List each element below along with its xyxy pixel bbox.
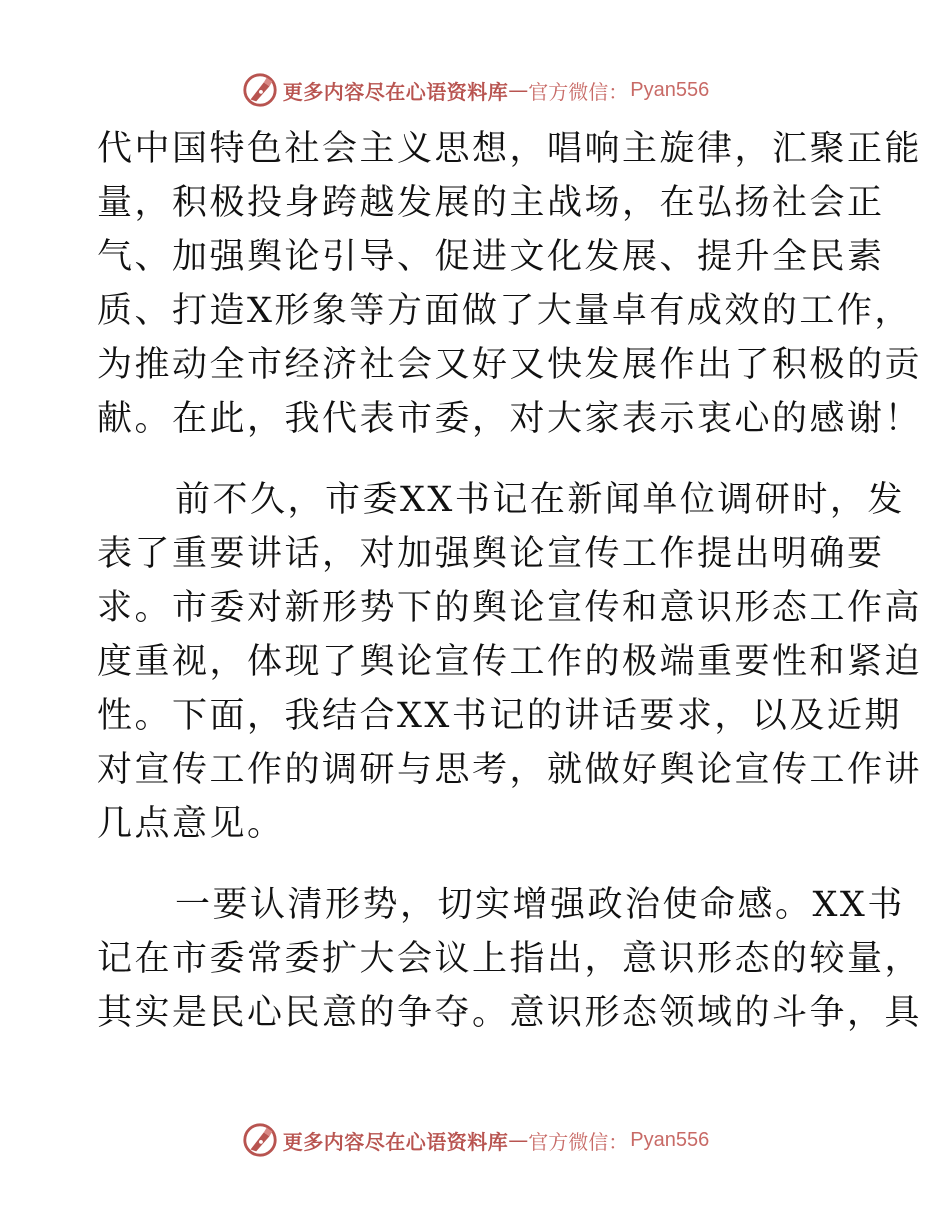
text-line: 性。下面，我结合XX书记的讲话要求，以及近期 [97,696,902,736]
text-line: 度重视，体现了舆论宣传工作的极端重要性和紧迫 [97,642,923,682]
wechat-label: 官方微信： [528,1129,629,1154]
paragraph-2 [97,473,923,851]
text-line: 气、加强舆论引导、促进文化发展、提升全民素 [97,237,885,277]
wechat-id: Pyan556 [630,78,710,101]
pen-nib-circle-icon [241,1121,279,1159]
text-line: 一要认清形势，切实增强政治使命感。XX书 [175,885,905,925]
text-line: 量，积极投身跨越发展的主战场，在弘扬社会正 [97,183,885,223]
text-line: 求。市委对新形势下的舆论宣传和意识形态工作高 [97,588,923,628]
paragraph-3 [97,878,923,1040]
document-body [97,122,923,1040]
text-line: 代中国特色社会主义思想，唱响主旋律，汇聚正能 [97,129,923,169]
text-line: 前不久，市委XX书记在新闻单位调研时，发 [175,480,905,520]
watermark-dash: — [508,1128,529,1152]
text-line: 表了重要讲话，对加强舆论宣传工作提出明确要 [97,534,885,574]
header-watermark [0,70,950,110]
text-line: 献。在此，我代表市委，对大家表示衷心的感谢！ [97,399,923,439]
footer-watermark [0,1120,950,1160]
pen-nib-circle-icon [241,71,279,109]
text-line: 几点意见。 [97,804,285,844]
watermark-text: 更多内容尽在心语资料库 [282,79,509,104]
paragraph-1 [97,122,923,446]
text-line: 为推动全市经济社会又好又快发展作出了积极的贡 [97,345,923,385]
text-line: 质、打造X形象等方面做了大量卓有成效的工作， [97,291,912,331]
wechat-id: Pyan556 [630,1128,710,1151]
watermark-text: 更多内容尽在心语资料库 [282,1129,509,1154]
watermark-dash: — [508,78,529,102]
wechat-label: 官方微信： [528,79,629,104]
text-line: 记在市委常委扩大会议上指出，意识形态的较量， [97,939,923,979]
text-line: 对宣传工作的调研与思考，就做好舆论宣传工作讲 [97,750,923,790]
text-line: 其实是民心民意的争夺。意识形态领域的斗争，具 [97,993,923,1033]
